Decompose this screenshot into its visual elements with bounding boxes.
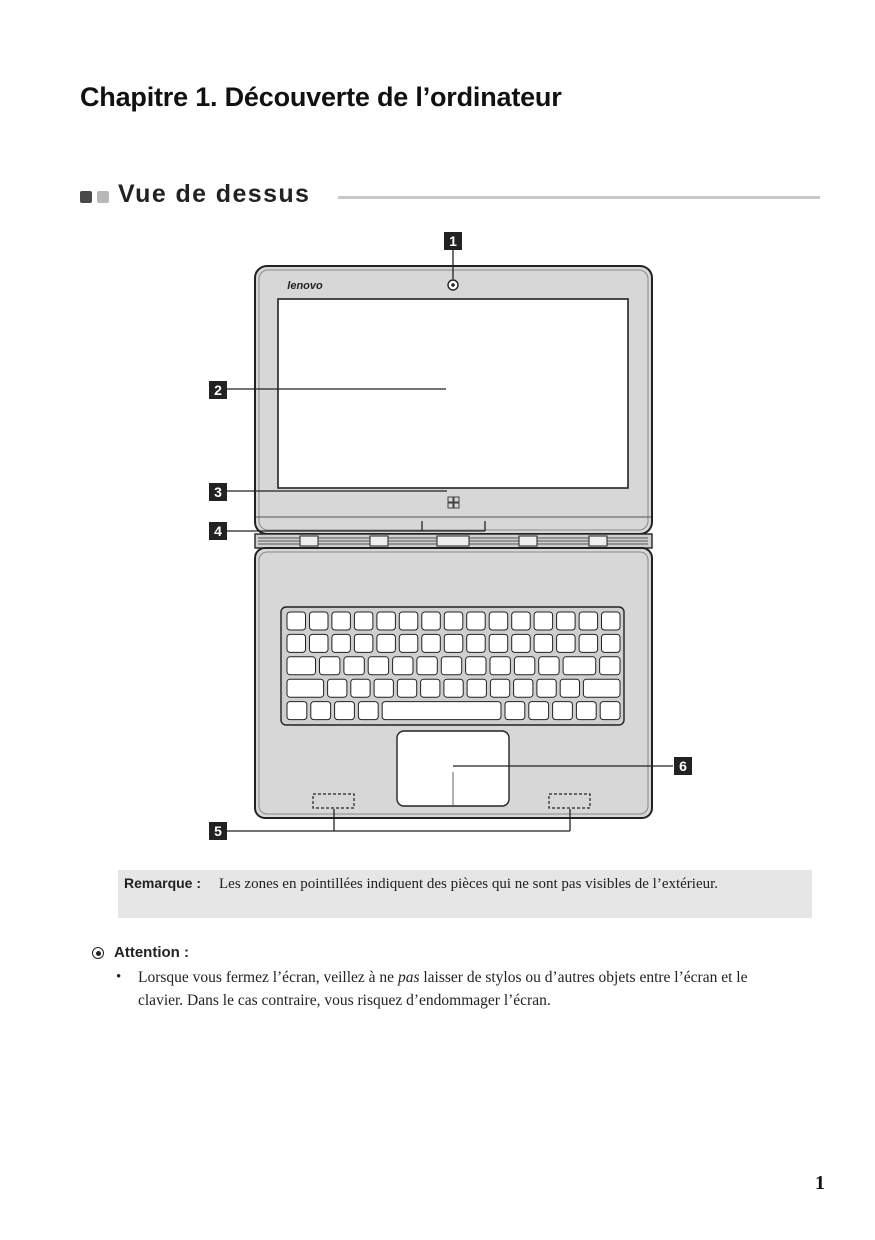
keyboard-key [417,657,437,675]
keyboard-key [332,612,351,630]
keyboard-key [583,679,620,697]
keyboard-key [422,612,441,630]
keyboard-key [287,679,324,697]
keyboard-key [444,634,463,652]
callout-3: 3 [209,483,227,501]
laptop-base [255,548,652,818]
note-box [118,870,812,918]
keyboard-key [382,702,501,720]
keyboard-key [335,702,355,720]
keyboard-key [576,702,596,720]
brand-logo: lenovo [287,280,323,292]
display-panel [278,299,628,488]
keyboard-key [374,679,393,697]
keyboard-key [514,679,533,697]
keyboard-key [393,657,413,675]
keyboard-key [358,702,378,720]
keyboard-key [553,702,573,720]
keyboard-key [557,634,576,652]
keyboard-key [351,679,370,697]
keyboard-key [529,702,549,720]
keyboard-key [311,702,331,720]
keyboard-key [422,634,441,652]
attention-item-text [138,966,778,1012]
section-title: Vue de dessus [118,180,311,208]
keyboard-key [354,612,373,630]
keyboard-key [560,679,579,697]
keyboard-key [534,634,553,652]
keyboard-key [579,612,598,630]
keyboard-key [512,612,531,630]
keyboard-key [602,612,621,630]
keyboard-key [310,634,329,652]
keyboard-key [579,634,598,652]
keyboard-key [368,657,388,675]
keyboard-key [489,634,508,652]
note-label: Remarque : [124,875,202,891]
keyboard-key [399,612,418,630]
keyboard-key [505,702,525,720]
keyboard-key [287,702,307,720]
chapter-title: Chapitre 1. Découverte de l’ordinateur [80,82,562,112]
callout-5: 5 [209,822,227,840]
keyboard-key [441,657,461,675]
keyboard-key [467,612,486,630]
keyboard-key [328,679,347,697]
keyboard-key [467,634,486,652]
attention-icon [92,947,104,959]
keyboard-key [466,657,486,675]
keyboard-key [600,657,620,675]
callout-6: 6 [674,757,692,775]
keyboard-key [310,612,329,630]
keyboard-key [489,612,508,630]
keyboard-key [600,702,620,720]
note-text: Les zones en pointillées indiquent des pièces qui ne sont pas visibles de l’extérieur. [219,876,719,892]
keyboard-key [557,612,576,630]
keyboard-key [344,657,364,675]
callout-2: 2 [209,381,227,399]
keyboard-key [354,634,373,652]
page-number: 1 [815,1172,825,1194]
keyboard-key [287,657,316,675]
keyboard-key [467,679,486,697]
keyboard-key [537,679,556,697]
keyboard-key [512,634,531,652]
keyboard-key [377,634,396,652]
keyboard-key [444,612,463,630]
keyboard-key [490,679,509,697]
keyboard-key [490,657,510,675]
attention-text-part2: laisser de stylos ou d’autres objets entre l’écran et le clavier. Dans le cas contraire, vous risquez d’endommager l’écran. [138,969,748,1009]
keyboard-key [421,679,440,697]
keyboard-key [534,612,553,630]
screen-lid [255,266,652,534]
keyboard-key [514,657,534,675]
attention-text-part1: Lorsque vous fermez l’écran, veillez à ne [138,969,398,986]
keyboard-key [332,634,351,652]
keyboard-key [444,679,463,697]
keyboard-key [320,657,340,675]
keyboard-key [397,679,416,697]
keyboard-key [563,657,596,675]
keyboard-keys [287,612,620,720]
bullet-icon: • [116,969,122,985]
callout-1: 1 [444,232,462,250]
attention-label: Attention : [114,944,189,961]
callout-4: 4 [209,522,227,540]
keyboard-key [539,657,559,675]
keyboard-key [287,634,306,652]
attention-emphasis: pas [397,969,420,986]
hinge [255,534,652,548]
keyboard-key [399,634,418,652]
keyboard-key [287,612,306,630]
keyboard-key [602,634,621,652]
keyboard-key [377,612,396,630]
